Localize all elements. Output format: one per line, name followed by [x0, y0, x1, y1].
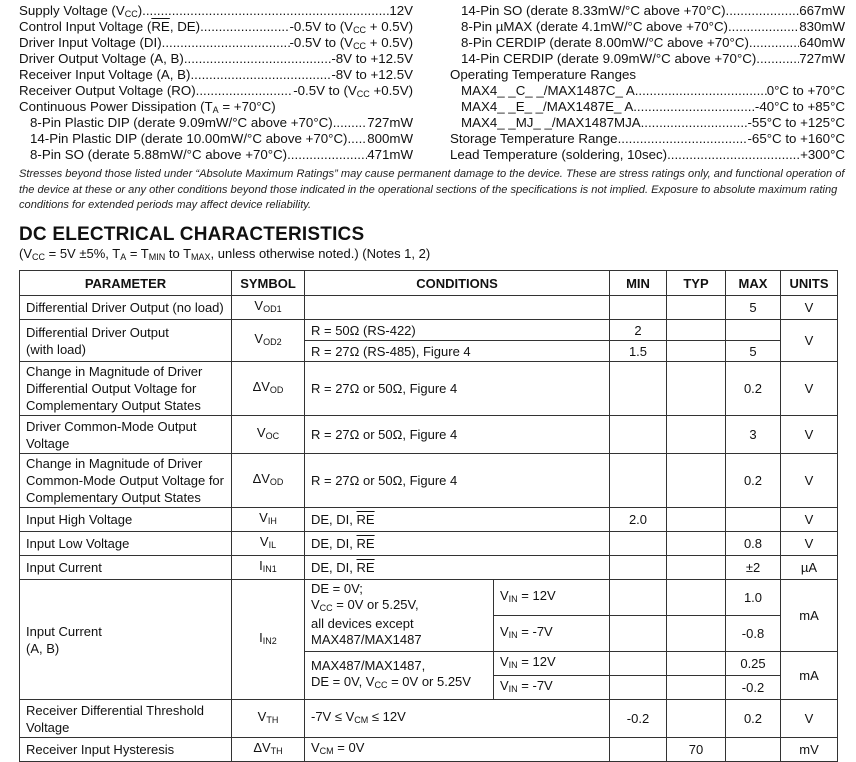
- rating-value: 640mW: [799, 35, 845, 50]
- param-cell: Driver Common-Mode Output Voltage: [20, 416, 232, 454]
- typ-cell: [667, 700, 726, 738]
- leader-dots: [641, 115, 748, 131]
- rating-value: -0.5V to $(V_{CC} +0.5V)$: [293, 83, 413, 99]
- param-cell: Receiver Input Hysteresis: [20, 738, 232, 762]
- max-cell: [726, 508, 781, 532]
- units-cell: V: [781, 454, 838, 508]
- conditions-subcell: $V_{IN} = -7V$: [494, 616, 610, 652]
- rating-value: 667mW: [799, 3, 845, 18]
- min-cell: [610, 556, 667, 580]
- rating-line: [450, 115, 845, 131]
- rating-label: MAX4_ _E_ _/MAX1487E_ A: [461, 99, 634, 114]
- header-max: MAX: [726, 271, 781, 296]
- table-row: [20, 556, 838, 580]
- leader-dots: [333, 115, 368, 131]
- symbol-cell: $V_{OD2}$: [232, 320, 305, 362]
- conditions-subcell: $V_{IN} = -7V$: [494, 676, 610, 700]
- rating-value: 0°C to +70°C: [766, 83, 845, 98]
- max-cell: 3: [726, 416, 781, 454]
- rating-label: 14-Pin Plastic DIP (derate 10.00mW/°C above +70°C): [30, 131, 348, 146]
- symbol-cell: $I_{IN1}$: [232, 556, 305, 580]
- symbol-cell: $\Delta V_{OD}$: [232, 454, 305, 508]
- min-cell: [610, 676, 667, 700]
- rating-value: +300°C: [800, 147, 845, 162]
- rating-line: [19, 131, 413, 147]
- leader-dots: [618, 131, 748, 147]
- rating-line: [450, 67, 845, 83]
- max-cell: 0.2: [726, 362, 781, 416]
- table-row: [20, 532, 838, 556]
- rating-value: 471mW: [367, 147, 413, 162]
- conditions-cell: DE, DI, $\overline{RE}$: [305, 532, 610, 556]
- typ-cell: [667, 508, 726, 532]
- rating-value: 800mW: [367, 131, 413, 146]
- rating-label: 8-Pin CERDIP (derate 8.00mW/°C above +70°C): [461, 35, 749, 50]
- min-cell: [610, 296, 667, 320]
- typ-cell: [667, 676, 726, 700]
- conditions-cell: R = 27Ω (RS-485), Figure 4: [305, 341, 610, 362]
- conditions-cell: R = 27Ω or 50Ω, Figure 4: [305, 454, 610, 508]
- min-cell: 1.5: [610, 341, 667, 362]
- typ-cell: [667, 616, 726, 652]
- conditions-cell: $V_{CM} = 0V$: [305, 738, 610, 762]
- min-cell: -0.2: [610, 700, 667, 738]
- conditions-cell: DE, DI, $\overline{RE}$: [305, 508, 610, 532]
- max-cell: 0.8: [726, 532, 781, 556]
- table-row: [20, 700, 838, 738]
- units-cell: V: [781, 532, 838, 556]
- rating-line: [450, 19, 845, 35]
- rating-value: 727mW: [367, 115, 413, 130]
- rating-label: Receiver Output Voltage (RO): [19, 83, 196, 98]
- header-symbol: SYMBOL: [232, 271, 305, 296]
- table-row: [20, 508, 838, 532]
- leader-dots: [200, 19, 289, 35]
- rating-value: -40°C to +85°C: [754, 99, 845, 114]
- param-cell: Input Low Voltage: [20, 532, 232, 556]
- rating-line: [450, 99, 845, 115]
- header-conditions: CONDITIONS: [305, 271, 610, 296]
- max-cell: ±2: [726, 556, 781, 580]
- max-cell: 1.0: [726, 580, 781, 616]
- leader-dots: [142, 3, 389, 19]
- rating-label: Control Input Voltage ($\overline{RE}$, DE): [19, 19, 201, 34]
- leader-dots: [726, 3, 800, 19]
- rating-label: 8-Pin µMAX (derate 4.1mW/°C above +70°C): [461, 19, 728, 34]
- rating-label: 8-Pin Plastic DIP (derate 9.09mW/°C above +70°C): [30, 115, 333, 130]
- symbol-cell: $V_{IH}$: [232, 508, 305, 532]
- units-cell: V: [781, 320, 838, 362]
- units-cell: V: [781, 362, 838, 416]
- min-cell: 2.0: [610, 508, 667, 532]
- max-cell: 5: [726, 341, 781, 362]
- rating-line: [19, 147, 413, 163]
- leader-dots: [667, 147, 800, 163]
- leader-dots: [749, 35, 799, 51]
- min-cell: 2: [610, 320, 667, 341]
- rating-label: MAX4_ _C_ _/MAX1487C_ A: [461, 83, 635, 98]
- leader-dots: [635, 83, 767, 99]
- param-cell: Receiver Differential Threshold Voltage: [20, 700, 232, 738]
- rating-label: Driver Output Voltage (A, B): [19, 51, 184, 66]
- header-parameter: PARAMETER: [20, 271, 232, 296]
- rating-line: [450, 83, 845, 99]
- typ-cell: [667, 416, 726, 454]
- units-cell: V: [781, 296, 838, 320]
- units-cell: mV: [781, 738, 838, 762]
- symbol-cell: $\Delta V_{OD}$: [232, 362, 305, 416]
- units-cell: µA: [781, 556, 838, 580]
- leader-dots: [756, 51, 799, 67]
- conditions-subcell: $V_{IN} = 12V$: [494, 652, 610, 676]
- ratings-left-column: [19, 3, 413, 163]
- rating-line: [450, 51, 845, 67]
- rating-value: -0.5V to $(V_{CC} + 0.5V)$: [289, 35, 413, 51]
- rating-value: -0.5V to $(V_{CC} + 0.5V)$: [289, 19, 413, 35]
- max-cell: 0.2: [726, 700, 781, 738]
- rating-line: [450, 3, 845, 19]
- units-cell: V: [781, 508, 838, 532]
- units-cell: V: [781, 416, 838, 454]
- leader-dots: [184, 51, 332, 67]
- table-row: [20, 416, 838, 454]
- leader-dots: [196, 83, 294, 99]
- rating-value: -55°C to +125°C: [747, 115, 845, 130]
- leader-dots: [287, 147, 367, 163]
- section-title: DC ELECTRICAL CHARACTERISTICS: [19, 224, 365, 245]
- symbol-cell: $V_{OD1}$: [232, 296, 305, 320]
- rating-value: -65°C to +160°C: [747, 131, 845, 146]
- units-cell: V: [781, 700, 838, 738]
- rating-value: -8V to +12.5V: [331, 67, 413, 82]
- param-cell: Input High Voltage: [20, 508, 232, 532]
- rating-line: [450, 131, 845, 147]
- conditions-cell: R = 27Ω or 50Ω, Figure 4: [305, 362, 610, 416]
- symbol-cell: $\Delta V_{TH}$: [232, 738, 305, 762]
- rating-value: 830mW: [799, 19, 845, 34]
- rating-line: [450, 147, 845, 163]
- rating-line: [19, 67, 413, 83]
- max-cell: 0.2: [726, 454, 781, 508]
- symbol-cell: $V_{IL}$: [232, 532, 305, 556]
- rating-label: 14-Pin SO (derate 8.33mW/°C above +70°C): [461, 3, 726, 18]
- header-units: UNITS: [781, 271, 838, 296]
- max-cell: 0.25: [726, 652, 781, 676]
- min-cell: [610, 416, 667, 454]
- table-row: [20, 580, 838, 616]
- typ-cell: [667, 320, 726, 341]
- symbol-cell: $V_{TH}$: [232, 700, 305, 738]
- section-conditions: ($V_{CC} = 5V \pm 5\%$, $T_A = T_{MIN}$ to $T_{MAX}$, unless otherwise noted.) (Notes 1, 2): [19, 246, 431, 262]
- typ-cell: 70: [667, 738, 726, 762]
- min-cell: [610, 362, 667, 416]
- rating-label: MAX4_ _MJ_ _/MAX1487MJA: [461, 115, 641, 130]
- max-cell: [726, 320, 781, 341]
- rating-value: 727mW: [799, 51, 845, 66]
- param-cell: Change in Magnitude of Driver Common-Mode Output Voltage for Complementary Output States: [20, 454, 232, 508]
- max-cell: [726, 738, 781, 762]
- conditions-cell: R = 27Ω or 50Ω, Figure 4: [305, 416, 610, 454]
- rating-line: [19, 51, 413, 67]
- conditions-cell: MAX487/MAX1487, DE = 0V, $V_{CC} = 0V$ or 5.25V: [305, 652, 494, 700]
- rating-label: Receiver Input Voltage (A, B): [19, 67, 191, 82]
- header-typ: TYP: [667, 271, 726, 296]
- rating-label: 14-Pin CERDIP (derate 9.09mW/°C above +70°C): [461, 51, 757, 66]
- rating-line: [19, 99, 413, 115]
- conditions-cell: DE = 0V; $V_{CC} = 0V$ or 5.25V, all devices except MAX487/MAX1487: [305, 580, 494, 652]
- typ-cell: [667, 532, 726, 556]
- conditions-cell: R = 50Ω (RS-422): [305, 320, 610, 341]
- table-header-row: [20, 271, 838, 296]
- table-row: [20, 454, 838, 508]
- rating-label: Lead Temperature (soldering, 10sec): [450, 147, 668, 162]
- max-cell: 5: [726, 296, 781, 320]
- typ-cell: [667, 580, 726, 616]
- typ-cell: [667, 362, 726, 416]
- conditions-cell: [305, 296, 610, 320]
- max-cell: -0.8: [726, 616, 781, 652]
- min-cell: [610, 532, 667, 556]
- conditions-cell: $-7V \le V_{CM} \le 12V$: [305, 700, 610, 738]
- rating-label: Supply Voltage $(V_{CC})$: [19, 3, 143, 19]
- typ-cell: [667, 341, 726, 362]
- param-cell: Differential Driver Output (no load): [20, 296, 232, 320]
- rating-line: [19, 19, 413, 35]
- rating-line: [19, 35, 413, 51]
- header-min: MIN: [610, 271, 667, 296]
- units-cell: mA: [781, 580, 838, 652]
- table-row: [20, 362, 838, 416]
- units-cell: mA: [781, 652, 838, 700]
- rating-line: [450, 35, 845, 51]
- leader-dots: [162, 35, 290, 51]
- ratings-right-column: [450, 3, 845, 163]
- rating-line: [19, 3, 413, 19]
- rating-line: [19, 115, 413, 131]
- rating-line: [19, 83, 413, 99]
- max-cell: -0.2: [726, 676, 781, 700]
- min-cell: [610, 652, 667, 676]
- table-row: [20, 296, 838, 320]
- min-cell: [610, 616, 667, 652]
- typ-cell: [667, 296, 726, 320]
- rating-label: Storage Temperature Range: [450, 131, 618, 146]
- table-row: [20, 320, 838, 341]
- rating-label: Driver Input Voltage (DI): [19, 35, 162, 50]
- leader-dots: [347, 131, 367, 147]
- typ-cell: [667, 652, 726, 676]
- min-cell: [610, 454, 667, 508]
- param-cell: Differential Driver Output (with load): [20, 320, 232, 362]
- dc-characteristics-table: [19, 270, 838, 762]
- conditions-cell: DE, DI, $\overline{RE}$: [305, 556, 610, 580]
- symbol-cell: $I_{IN2}$: [232, 580, 305, 700]
- table-row: [20, 738, 838, 762]
- rating-value: -8V to +12.5V: [331, 51, 413, 66]
- rating-label: Continuous Power Dissipation $(T_A = +70^\circ C)$: [19, 99, 276, 115]
- typ-cell: [667, 556, 726, 580]
- leader-dots: [728, 19, 799, 35]
- typ-cell: [667, 454, 726, 508]
- stress-note: Stresses beyond those listed under “Absolute Maximum Ratings” may cause permanent damage to the device. These are stress ratings only, and functional operation of the device at these or any other conditions beyond those indicated in the operational sections of the specifications is not implied. Exposure to absolute maximum rating conditions for extended periods may affect device reliability.: [19, 168, 845, 211]
- param-cell: Change in Magnitude of Driver Differential Output Voltage for Complementary Output States: [20, 362, 232, 416]
- rating-label: Operating Temperature Ranges: [450, 67, 637, 82]
- leader-dots: [190, 67, 331, 83]
- rating-value: 12V: [389, 3, 413, 18]
- min-cell: [610, 738, 667, 762]
- symbol-cell: $V_{OC}$: [232, 416, 305, 454]
- conditions-subcell: $V_{IN} = 12V$: [494, 580, 610, 616]
- leader-dots: [633, 99, 755, 115]
- min-cell: [610, 580, 667, 616]
- rating-label: 8-Pin SO (derate 5.88mW/°C above +70°C): [30, 147, 288, 162]
- param-cell: Input Current: [20, 556, 232, 580]
- param-cell: Input Current (A, B): [20, 580, 232, 700]
